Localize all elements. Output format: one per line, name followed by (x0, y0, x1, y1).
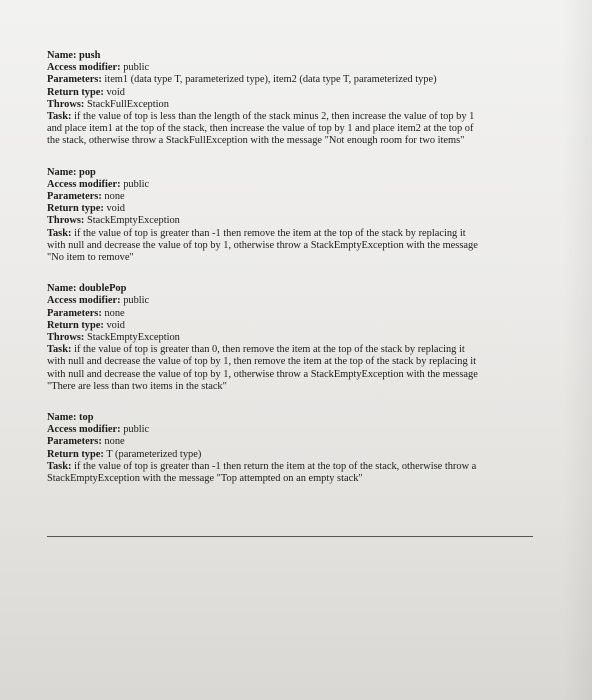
params-label: Parameters: (47, 307, 102, 319)
method-block-push (47, 50, 537, 148)
params-label: Parameters: (47, 74, 102, 86)
task-text: StackEmptyException with the message "Top attempted on an empty stack" (47, 473, 363, 485)
task-text: the stack, otherwise throw a StackFullException with the message "Not enough room for two items" (47, 135, 465, 147)
throws-label: Throws: (47, 215, 85, 227)
throws-label: Throws: (47, 98, 85, 110)
access-label: Access modifier: (47, 295, 121, 307)
task-text: if the value of top is greater than -1 then return the item at the top of the stack, otherwise throw a (74, 460, 477, 472)
method-name: doublePop (79, 283, 127, 295)
method-name: pop (79, 166, 96, 178)
access-value: public (123, 178, 150, 190)
name-label: Name: (47, 166, 77, 178)
params-value: none (104, 191, 125, 203)
method-name: push (79, 50, 101, 61)
task-text: with null and decrease the value of top by 1, otherwise throw a StackEmptyException with the message (47, 368, 478, 380)
return-label: Return type: (47, 86, 104, 98)
params-value: none (104, 307, 125, 319)
params-line (47, 436, 537, 448)
name-line (47, 412, 537, 424)
throws-line (47, 215, 537, 227)
return-value: void (106, 203, 125, 215)
name-line (47, 283, 537, 295)
method-block-top (47, 412, 537, 485)
horizontal-rule (47, 536, 533, 537)
name-label: Name: (47, 50, 77, 61)
return-line (47, 87, 537, 99)
access-value: public (123, 424, 150, 436)
name-line (47, 50, 537, 62)
return-label: Return type: (47, 203, 104, 215)
task-text: if the value of top is greater than -1 then remove the item at the top of the stack by replacing it (74, 227, 466, 239)
task-label: Task: (47, 344, 72, 356)
access-label: Access modifier: (47, 62, 121, 74)
return-value: void (106, 319, 125, 331)
task-label: Task: (47, 460, 72, 472)
access-line (47, 62, 537, 74)
return-label: Return type: (47, 319, 104, 331)
params-line (47, 308, 537, 320)
return-value: void (106, 86, 125, 98)
task-text: if the value of top is less than the length of the stack minus 2, then increase the value of top by 1 (74, 111, 475, 123)
params-label: Parameters: (47, 191, 102, 203)
task-text: "There are less than two items in the stack" (47, 380, 227, 392)
return-line (47, 203, 537, 215)
throws-value: StackEmptyException (86, 332, 180, 344)
task-line (47, 228, 537, 240)
page-shadow (562, 0, 592, 700)
throws-value: StackEmptyException (86, 215, 180, 227)
task-text: and place item1 at the top of the stack, then increase the value of top by 1 and place item2 at the top of (47, 123, 474, 135)
access-value: public (123, 62, 150, 74)
access-label: Access modifier: (47, 178, 121, 190)
return-value: T (parameterized type) (106, 448, 202, 460)
task-line (47, 344, 537, 356)
return-label: Return type: (47, 448, 104, 460)
task-text: with null and decrease the value of top by 1, then remove the item at the top of the stack by replacing it (47, 356, 477, 368)
throws-label: Throws: (47, 332, 85, 344)
return-line (47, 320, 537, 332)
access-line (47, 295, 537, 307)
access-line (47, 179, 537, 191)
task-line (47, 461, 537, 473)
task-label: Task: (47, 111, 72, 123)
method-spec-document (47, 50, 537, 504)
params-line (47, 74, 537, 86)
method-block-pop (47, 167, 537, 265)
access-value: public (123, 295, 150, 307)
params-value: none (104, 436, 125, 448)
params-line (47, 191, 537, 203)
throws-line (47, 332, 537, 344)
task-text: if the value of top is greater than 0, then remove the item at the top of the stack by replacing it (74, 344, 465, 356)
access-label: Access modifier: (47, 424, 121, 436)
method-block-doublepop (47, 283, 537, 393)
task-text: "No item to remove" (47, 252, 134, 264)
task-label: Task: (47, 227, 72, 239)
throws-line (47, 99, 537, 111)
task-line (47, 111, 537, 123)
name-label: Name: (47, 412, 77, 424)
params-label: Parameters: (47, 436, 102, 448)
return-line (47, 449, 537, 461)
method-name: top (79, 412, 94, 424)
throws-value: StackFullException (86, 98, 169, 110)
access-line (47, 424, 537, 436)
params-value: item1 (data type T, parameterized type), item2 (data type T, parameterized type) (104, 74, 437, 86)
name-line (47, 167, 537, 179)
name-label: Name: (47, 283, 77, 295)
task-text: with null and decrease the value of top by 1, otherwise throw a StackEmptyException with the message (47, 239, 478, 251)
